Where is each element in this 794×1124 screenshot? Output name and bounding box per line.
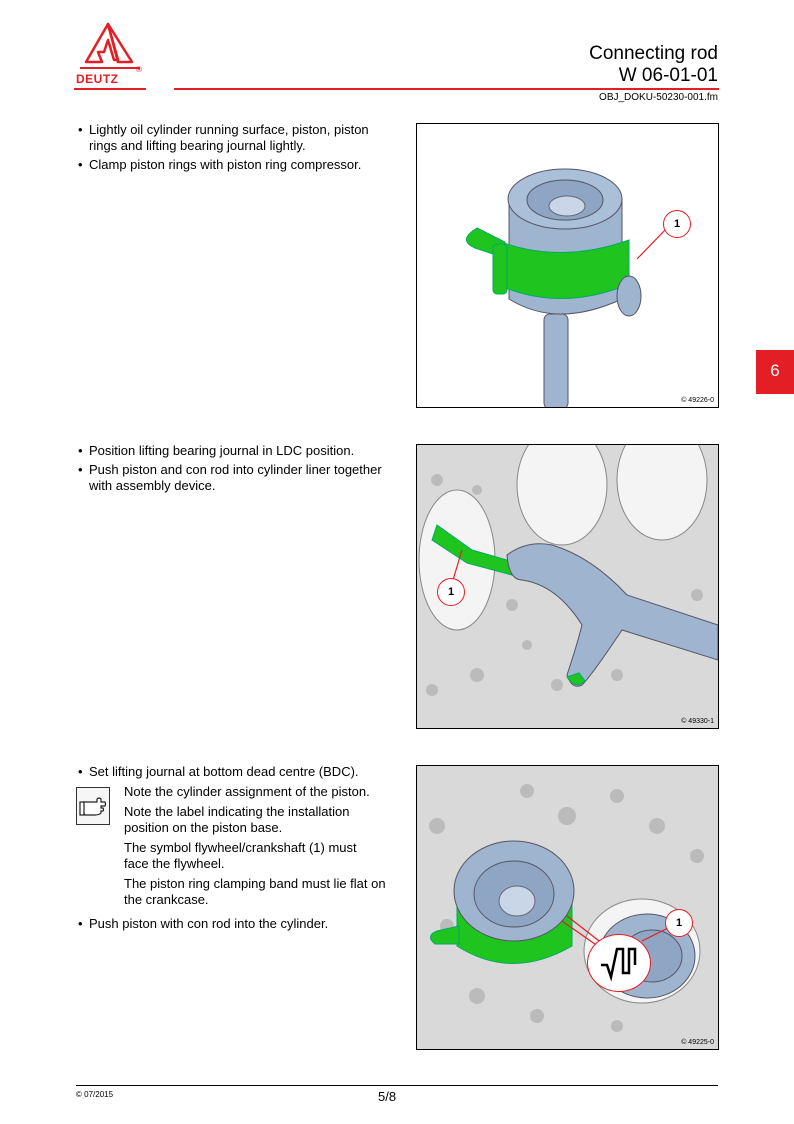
figure-id: © 49226-0 [681, 397, 714, 404]
figure-id: © 49330-1 [681, 718, 714, 725]
bullet-icon: • [78, 462, 83, 477]
figure-assembly-device [416, 444, 719, 729]
document-number: W 06-01-01 [618, 65, 718, 86]
list-item: • Clamp piston rings with piston ring compressor. [78, 157, 362, 172]
page-number: 5/8 [378, 1089, 397, 1104]
figure-piston-in-cylinder [416, 765, 719, 1050]
page-title: Connecting rod [589, 43, 718, 64]
flywheel-symbol-icon [587, 934, 651, 992]
logo-underline [74, 88, 146, 90]
bullet-icon: • [78, 443, 83, 458]
list-item: • Lightly oil cylinder running surface, piston, piston rings and lifting bearing journal lightly. [78, 122, 369, 153]
list-item: • Position lifting bearing journal in LDC position. [78, 443, 355, 458]
footer-rule [76, 1085, 718, 1086]
callout-1: 1 [663, 210, 691, 238]
callout-1: 1 [665, 909, 693, 937]
file-reference: OBJ_DOKU-50230-001.fm [599, 92, 718, 103]
logo-wordmark: DEUTZ [76, 72, 119, 86]
piston-illustration [417, 124, 718, 407]
deutz-logo [74, 22, 146, 92]
bullet-icon: • [78, 157, 83, 172]
chapter-tab: 6 [756, 350, 794, 394]
header-rule [174, 88, 719, 90]
note-item: Note the cylinder assignment of the piston. [124, 784, 370, 799]
callout-1: 1 [437, 578, 465, 606]
note-item: The symbol flywheel/crankshaft (1) must face the flywheel. [124, 840, 357, 871]
bullet-icon: • [78, 122, 83, 137]
list-item: • Push piston with con rod into the cylinder. [78, 916, 329, 931]
figure-piston-ring-compressor [416, 123, 719, 408]
bullet-icon: • [78, 764, 83, 779]
pointing-hand-icon [76, 787, 110, 825]
list-item: • Push piston and con rod into cylinder liner together with assembly device. [78, 462, 382, 493]
note-item: Note the label indicating the installation position on the piston base. [124, 804, 350, 835]
logo-registered-mark: ® [136, 65, 142, 74]
note-item: The piston ring clamping band must lie flat on the crankcase. [124, 876, 386, 907]
footer-date: © 07/2015 [76, 1090, 114, 1099]
cylinder-illustration [417, 766, 718, 1049]
figure-id: © 49225-0 [681, 1039, 714, 1046]
list-item: • Set lifting journal at bottom dead centre (BDC). [78, 764, 359, 779]
bullet-icon: • [78, 916, 83, 931]
